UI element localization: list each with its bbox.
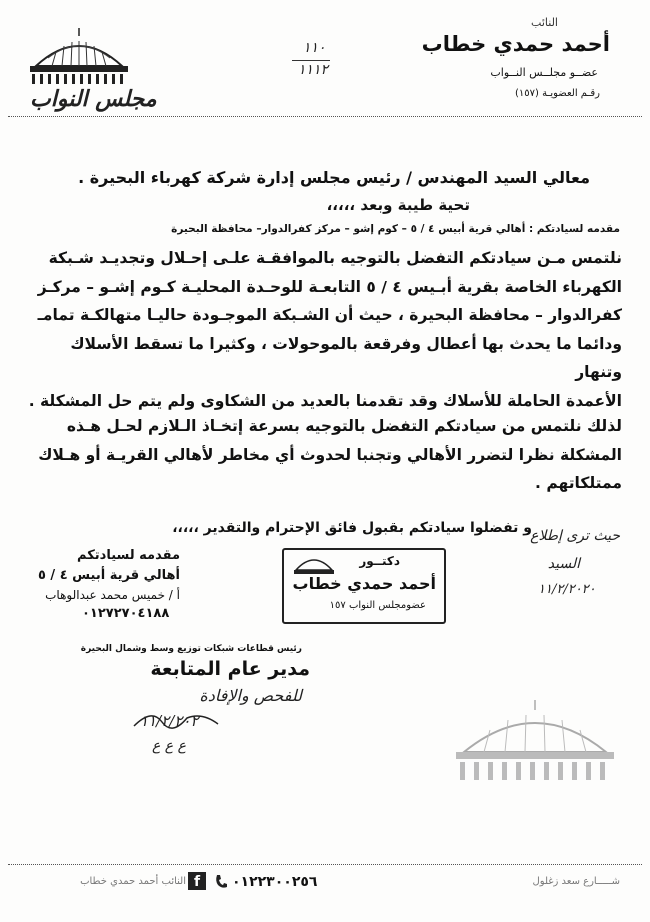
- member-label: رقـم العضويـة: [542, 88, 600, 99]
- paragraph-2-line: لذلك نلتمس من سيادتكم التفضل بالتوجيه بسرعة إتخـاذ الـلازم لحـل هـذه: [66, 417, 622, 435]
- closing-line: و تفضلوا سيادتكم بقبول فائق الإحترام والتقدير ،،،،،: [172, 520, 532, 536]
- reference-top: ١١٠: [303, 40, 326, 56]
- submitted-by-line: مقدمه لسيادتكم : أهالي قرية أبيس ٤ / ٥ – كوم إشو – مركز كفرالدوار– محافظة البحيرة: [171, 223, 620, 235]
- reference-divider: [292, 60, 330, 61]
- mp-stamp: [282, 548, 446, 624]
- handwritten-note: للفحص والإفادة: [199, 686, 302, 705]
- watermark-dome-icon: [450, 700, 620, 784]
- header-separator: [8, 116, 642, 117]
- footer-phone: ٠١٢٢٣٠٠٢٥٦: [232, 874, 318, 890]
- header-name: أحمد حمدي خطاب: [421, 32, 610, 56]
- paragraph-1-line: ودائما ما يحدث بها أعطال وفرقعة بالموحولات ، وكثيرا ما تسقط الأسلاك وتنهار: [70, 334, 622, 381]
- stamp-name: أحمد حمدي خطاب: [292, 574, 436, 593]
- handwritten-right-3: ١١/٢/٢٠٢٠: [538, 582, 596, 597]
- header-title: النائب: [531, 16, 558, 29]
- greeting-line: تحية طيبة وبعد ،،،،،: [326, 196, 470, 214]
- paragraph-2-line: ممتلكاتهم .: [535, 474, 622, 492]
- reference-bottom: ١١١٢: [298, 62, 329, 78]
- paragraph-1: [22, 244, 622, 415]
- handwritten-initials: ع ع ع: [152, 738, 186, 754]
- paragraph-2: [22, 412, 622, 498]
- paragraph-2-line: المشكلة نظرا لتضرر الأهالي وتجنبا لحدوث أي مخاطر لأهالي القريـة أو هـلاك: [38, 445, 622, 464]
- paragraph-1-line: نلتمس مـن سيادتكم التفضل بالتوجيه بالموافقـة علـى إحـلال وتجديـد شـبكة: [48, 249, 622, 267]
- footer-separator: [8, 864, 642, 865]
- header-member: [515, 88, 600, 99]
- paragraph-1-line: كفرالدوار – محافظة البحيرة ، حيث أن الشـبكة الموجـودة حاليـا متهالكـة تمامـ: [37, 306, 622, 324]
- phone-icon: [214, 874, 228, 890]
- submitter-phone: ٠١٢٧٢٧٠٤١٨٨: [82, 606, 170, 621]
- footer-address: شـــــارع سعد زغلول: [532, 876, 620, 887]
- paragraph-1-line: الكهرباء الخاصة بقرية أبـيس ٤ / ٥ التابعـة للوحـدة المحليـة كـوم إشـو – مركـز: [37, 277, 622, 296]
- stamp-member: عضومجلس النواب ١٥٧: [329, 600, 426, 611]
- manager-stamp-line1: رئيس قطاعات شبكات توزيع وسط وشمال البحيرة: [80, 644, 302, 654]
- header-role: عضــو مجلــس النــواب: [490, 66, 598, 79]
- stamp-dome-icon: [292, 554, 336, 576]
- member-number: (١٥٧): [514, 88, 539, 99]
- parliament-logo-text: مجلس النواب: [30, 86, 157, 112]
- parliament-dome-logo-icon: [26, 28, 132, 86]
- facebook-icon[interactable]: f: [188, 872, 206, 890]
- manager-stamp-line2: مدير عام المتابعة: [150, 658, 310, 680]
- submitter-line1: مقدمه لسيادتكم: [77, 548, 180, 563]
- handwritten-right-2: السيد: [547, 556, 580, 572]
- handwritten-right-1: حيث ترى إطلاع: [530, 528, 620, 544]
- footer-left-text: النائب أحمد حمدي خطاب: [80, 876, 186, 887]
- recipient-line: معالي السيد المهندس / رئيس مجلس إدارة شركة كهرباء البحيرة .: [78, 168, 590, 187]
- signature-scribble-icon: [132, 704, 222, 734]
- stamp-title: دكتــور: [359, 554, 400, 568]
- submitter-line3: أ / خميس محمد عبدالوهاب: [45, 588, 180, 602]
- handwritten-date: ١١/٢/٢٠٢: [140, 712, 199, 730]
- paragraph-1-line: الأعمدة الحاملة للأسلاك وقد تقدمنا بالعديد من الشكاوى ولم يتم حل المشكلة .: [28, 391, 622, 410]
- submitter-line2: أهالي قرية أبيس ٤ / ٥: [37, 568, 180, 583]
